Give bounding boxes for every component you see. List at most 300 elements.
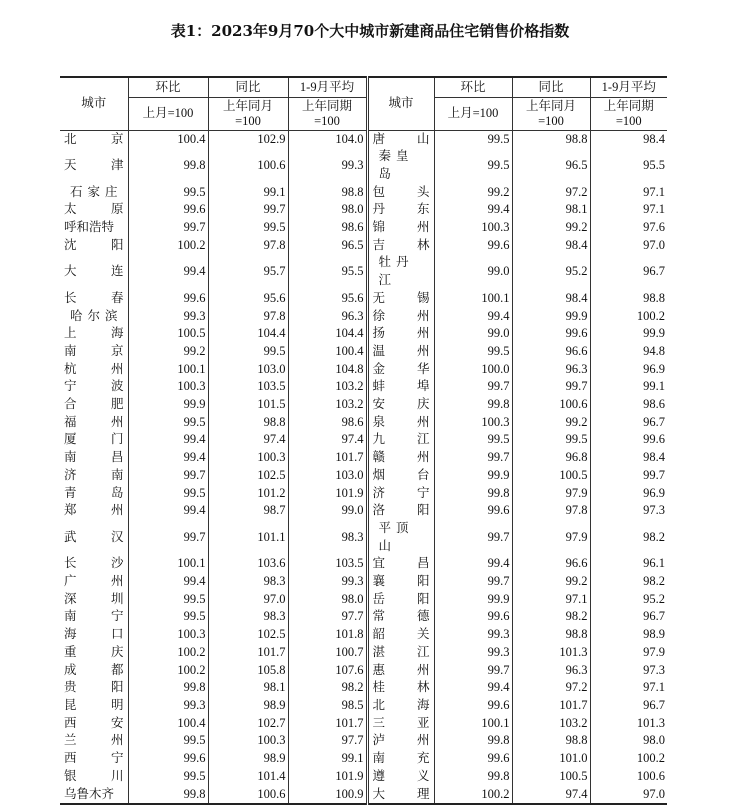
city-name-cell: [60, 591, 128, 609]
table-row: [60, 308, 667, 326]
city-name-char: 无: [372, 290, 386, 305]
header-mom-right: 环比: [434, 77, 512, 97]
header-yoy-base-left: [208, 97, 288, 130]
avg-index-cell: 96.7: [590, 414, 667, 432]
avg-index-cell: 99.1: [288, 750, 367, 768]
city-name-char: 南: [64, 343, 77, 358]
avg-index-cell: 100.4: [288, 343, 367, 361]
city-name: 秦皇岛: [378, 149, 414, 181]
yoy-index-cell: 99.7: [512, 378, 590, 396]
city-name-char: 海: [110, 326, 124, 341]
city-name: [64, 131, 124, 149]
mom-index-cell: 100.2: [434, 786, 512, 805]
city-name-cell: [367, 378, 434, 396]
city-name-cell: [367, 715, 434, 733]
city-name-char: 金: [372, 361, 386, 376]
city-name-char: 襄: [372, 574, 386, 589]
city-name-cell: [367, 555, 434, 573]
avg-index-cell: 96.7: [590, 697, 667, 715]
mom-index-cell: 99.6: [128, 201, 208, 219]
city-name-char: 广: [64, 574, 77, 589]
city-name-cell: [60, 750, 128, 768]
city-name-cell: [60, 502, 128, 520]
yoy-index-cell: 98.4: [512, 290, 590, 308]
yoy-index-cell: 101.1: [208, 520, 288, 555]
avg-index-cell: 100.7: [288, 644, 367, 662]
yoy-index-cell: 103.5: [208, 378, 288, 396]
city-name-cell: [60, 697, 128, 715]
city-name-char: 桂: [372, 680, 386, 695]
table-row: [60, 502, 667, 520]
yoy-index-cell: 105.8: [208, 662, 288, 680]
yoy-index-cell: 98.1: [208, 679, 288, 697]
city-name-cell: [367, 361, 434, 379]
yoy-index-cell: 102.9: [208, 130, 288, 148]
city-name-char: 门: [110, 432, 124, 447]
avg-index-cell: 98.4: [590, 130, 667, 148]
city-name-char: 杭: [64, 361, 77, 376]
city-name: [373, 361, 430, 379]
city-name: [64, 529, 124, 547]
city-name: [373, 343, 430, 361]
city-name: [373, 219, 430, 237]
city-name-cell: [367, 467, 434, 485]
yoy-index-cell: 99.1: [208, 184, 288, 202]
city-name-char: 华: [416, 361, 430, 376]
mom-index-cell: 99.5: [128, 485, 208, 503]
city-name: [64, 715, 124, 733]
mom-index-cell: 99.5: [128, 414, 208, 432]
avg-index-cell: 99.3: [288, 148, 367, 183]
city-name-char: 济: [372, 485, 386, 500]
yoy-index-cell: 103.6: [208, 555, 288, 573]
mom-index-cell: 100.2: [128, 662, 208, 680]
city-name-char: 汉: [110, 529, 124, 544]
mom-index-cell: 99.5: [128, 768, 208, 786]
city-name-char: 大: [372, 786, 386, 801]
city-name-cell: [60, 520, 128, 555]
avg-index-cell: 95.5: [590, 148, 667, 183]
city-name-cell: [367, 449, 434, 467]
city-name: [373, 449, 430, 467]
city-name-cell: [367, 237, 434, 255]
city-name-cell: [367, 308, 434, 326]
table-title: 表1：2023年9月70个大中城市新建商品住宅销售价格指数: [170, 22, 570, 40]
city-name-cell: [367, 608, 434, 626]
avg-index-cell: 96.5: [288, 237, 367, 255]
yoy-index-cell: 99.5: [208, 219, 288, 237]
city-name-char: 口: [110, 627, 124, 642]
yoy-index-cell: 98.8: [512, 626, 590, 644]
city-name-cell: [60, 396, 128, 414]
city-name-char: 蚌: [372, 379, 386, 394]
header-yoy-base-right: [512, 97, 590, 130]
city-name-char: 湛: [372, 644, 386, 659]
yoy-index-cell: 99.2: [512, 414, 590, 432]
city-name-char: 州: [416, 343, 430, 358]
city-name-char: 岛: [110, 485, 124, 500]
city-name: [373, 485, 430, 503]
mom-index-cell: 99.7: [434, 378, 512, 396]
header-city-right: 城市: [367, 77, 434, 130]
city-name-char: 西: [64, 751, 77, 766]
city-name-char: 太: [64, 202, 77, 217]
yoy-index-cell: 97.8: [512, 502, 590, 520]
avg-index-cell: 99.3: [288, 573, 367, 591]
avg-index-cell: 98.4: [590, 449, 667, 467]
header-mom-base-left: 上月=100: [128, 97, 208, 130]
city-name: [64, 591, 124, 609]
yoy-index-cell: 97.8: [208, 308, 288, 326]
city-name-cell: [60, 485, 128, 503]
city-name-char: 沈: [64, 237, 77, 252]
mom-index-cell: 99.6: [128, 290, 208, 308]
city-name-char: 义: [416, 768, 430, 783]
city-name-char: 南: [64, 609, 77, 624]
yoy-index-cell: 95.2: [512, 254, 590, 289]
city-name-char: 州: [416, 662, 430, 677]
city-name-char: 州: [416, 220, 430, 235]
avg-index-cell: 98.0: [590, 732, 667, 750]
city-name: [64, 290, 124, 308]
mom-index-cell: 99.4: [128, 431, 208, 449]
city-name-cell: [367, 254, 434, 289]
yoy-index-cell: 98.8: [208, 414, 288, 432]
city-name-char: 宁: [110, 609, 124, 624]
avg-index-cell: 97.0: [590, 237, 667, 255]
city-name-cell: [60, 325, 128, 343]
avg-index-cell: 98.6: [288, 414, 367, 432]
city-name: [64, 237, 124, 255]
mom-index-cell: 99.5: [128, 732, 208, 750]
city-name: [373, 502, 430, 520]
city-name-cell: [60, 679, 128, 697]
avg-index-cell: 99.1: [590, 378, 667, 396]
mom-index-cell: 99.8: [434, 768, 512, 786]
city-name-char: 津: [110, 158, 124, 173]
mom-index-cell: 99.6: [434, 502, 512, 520]
city-name-char: 包: [372, 184, 386, 199]
avg-index-cell: 96.9: [590, 485, 667, 503]
yoy-index-cell: 96.3: [512, 662, 590, 680]
avg-index-cell: 98.9: [590, 626, 667, 644]
city-name-char: 充: [416, 751, 430, 766]
city-name-cell: [60, 254, 128, 289]
city-name-cell: [367, 626, 434, 644]
city-name-cell: [367, 697, 434, 715]
city-name-cell: [367, 130, 434, 148]
table-row: [60, 290, 667, 308]
yoy-index-cell: 103.2: [512, 715, 590, 733]
city-name: [373, 732, 430, 750]
avg-index-cell: 98.8: [288, 184, 367, 202]
city-name-char: 连: [110, 264, 124, 279]
city-name-char: 贵: [64, 680, 77, 695]
mom-index-cell: 99.3: [128, 308, 208, 326]
city-name-char: 银: [64, 768, 77, 783]
mom-index-cell: 99.4: [434, 679, 512, 697]
mom-index-cell: 99.8: [128, 786, 208, 805]
yoy-index-cell: 101.0: [512, 750, 590, 768]
mom-index-cell: 99.3: [434, 644, 512, 662]
mom-index-cell: 100.2: [128, 237, 208, 255]
city-name: [373, 662, 430, 680]
city-name-char: 宁: [64, 379, 77, 394]
table-row: [60, 591, 667, 609]
yoy-index-cell: 99.2: [512, 573, 590, 591]
avg-index-cell: 98.2: [288, 679, 367, 697]
city-name-char: 郑: [64, 503, 77, 518]
city-name-char: 头: [416, 184, 430, 199]
yoy-index-cell: 101.7: [512, 697, 590, 715]
table-row: [60, 555, 667, 573]
city-name-char: 林: [416, 680, 430, 695]
avg-index-cell: 97.6: [590, 219, 667, 237]
city-name-char: 洛: [372, 503, 386, 518]
city-name-cell: [367, 679, 434, 697]
city-name-char: 圳: [110, 591, 124, 606]
mom-index-cell: 99.2: [128, 343, 208, 361]
mom-index-cell: 99.9: [434, 467, 512, 485]
table-row: [60, 130, 667, 148]
city-name-char: 海: [64, 627, 77, 642]
yoy-index-cell: 95.7: [208, 254, 288, 289]
city-name-char: 唐: [372, 131, 386, 146]
city-name: [64, 378, 124, 396]
mom-index-cell: 100.1: [128, 555, 208, 573]
city-name-cell: [60, 308, 128, 326]
yoy-index-cell: 97.4: [512, 786, 590, 805]
city-name: [64, 644, 124, 662]
city-name: 牡丹江: [378, 255, 414, 288]
city-name-char: 大: [64, 264, 77, 279]
table-body: [60, 130, 667, 804]
city-name-char: 锡: [416, 290, 430, 305]
city-name: [373, 573, 430, 591]
header-avg-right: 1-9月平均: [590, 77, 667, 97]
avg-index-cell: 98.0: [288, 201, 367, 219]
table-row: [60, 644, 667, 662]
yoy-index-cell: 96.6: [512, 343, 590, 361]
city-name-char: 昌: [416, 556, 430, 571]
yoy-base-text: 上年同月=100: [222, 98, 273, 128]
yoy-index-cell: 100.3: [208, 449, 288, 467]
city-name: [64, 157, 124, 175]
city-name-char: 扬: [372, 326, 386, 341]
mom-index-cell: 99.5: [434, 130, 512, 148]
city-name-char: 宁: [416, 485, 430, 500]
header-mom-left: 环比: [128, 77, 208, 97]
city-name-cell: [60, 626, 128, 644]
avg-index-cell: 95.6: [288, 290, 367, 308]
avg-index-cell: 96.7: [590, 254, 667, 289]
city-name: [64, 263, 124, 281]
city-name-cell: [60, 343, 128, 361]
city-name-cell: [60, 768, 128, 786]
city-name: [373, 184, 430, 202]
mom-index-cell: 100.3: [128, 626, 208, 644]
city-name-char: 长: [64, 556, 77, 571]
city-name-cell: [60, 608, 128, 626]
city-name-char: 海: [416, 698, 430, 712]
city-name-cell: [367, 184, 434, 202]
mom-index-cell: 99.3: [434, 626, 512, 644]
table-row: [60, 378, 667, 396]
city-name-char: 川: [110, 768, 124, 783]
avg-index-cell: 103.2: [288, 396, 367, 414]
city-name-char: 阳: [110, 680, 124, 695]
avg-index-cell: 101.7: [288, 715, 367, 733]
city-name-cell: [60, 378, 128, 396]
mom-index-cell: 100.3: [434, 414, 512, 432]
city-name-cell: [367, 768, 434, 786]
yoy-index-cell: 98.4: [512, 237, 590, 255]
yoy-index-cell: 98.3: [208, 573, 288, 591]
yoy-index-cell: 102.5: [208, 467, 288, 485]
mom-index-cell: 99.9: [434, 591, 512, 609]
city-name-char: 安: [110, 715, 124, 730]
mom-index-cell: 99.6: [434, 237, 512, 255]
city-name-cell: [367, 573, 434, 591]
avg-index-cell: 97.0: [590, 786, 667, 805]
city-name: [64, 485, 124, 503]
city-name-cell: [60, 715, 128, 733]
header-yoy-left: 同比: [208, 77, 288, 97]
avg-index-cell: 100.6: [590, 768, 667, 786]
mom-index-cell: 99.8: [434, 396, 512, 414]
yoy-index-cell: 98.7: [208, 502, 288, 520]
avg-index-cell: 97.1: [590, 679, 667, 697]
city-name-char: 原: [110, 202, 124, 217]
mom-index-cell: 99.5: [434, 343, 512, 361]
mom-index-cell: 99.7: [128, 467, 208, 485]
avg-index-cell: 99.6: [590, 431, 667, 449]
yoy-index-cell: 96.8: [512, 449, 590, 467]
city-name-char: 韶: [372, 627, 386, 642]
city-name: [64, 414, 124, 432]
city-name-cell: [367, 343, 434, 361]
avg-index-cell: 98.5: [288, 697, 367, 715]
city-name: [64, 325, 124, 343]
city-name-char: 泸: [372, 733, 386, 748]
city-name: [373, 467, 430, 485]
mom-index-cell: 99.8: [434, 732, 512, 750]
city-name-char: 岳: [372, 591, 386, 606]
avg-index-cell: 99.7: [590, 467, 667, 485]
table-row: [60, 608, 667, 626]
city-name: [373, 697, 430, 715]
city-name-char: 江: [416, 644, 430, 659]
avg-index-cell: 97.7: [288, 732, 367, 750]
city-name-char: 西: [64, 715, 77, 730]
yoy-index-cell: 100.5: [512, 467, 590, 485]
city-name-char: 埠: [416, 379, 430, 394]
city-name-char: 福: [64, 414, 77, 429]
table-row: [60, 679, 667, 697]
city-name-char: 昆: [64, 698, 77, 712]
city-name-char: 州: [416, 308, 430, 323]
yoy-index-cell: 100.6: [208, 786, 288, 805]
city-name-char: 九: [372, 432, 386, 447]
table-row: [60, 485, 667, 503]
mom-index-cell: 100.2: [128, 644, 208, 662]
city-name-char: 春: [110, 290, 124, 305]
avg-index-cell: 98.2: [590, 520, 667, 555]
city-name-char: 州: [110, 503, 124, 518]
city-name: 平顶山: [378, 520, 414, 553]
city-name-char: 济: [64, 467, 77, 482]
city-name-cell: [60, 184, 128, 202]
city-name-char: 南: [372, 751, 386, 766]
city-name: [373, 715, 430, 733]
city-name-char: 徐: [372, 308, 386, 323]
header-mom-base-right: 上月=100: [434, 97, 512, 130]
avg-index-cell: 98.0: [288, 591, 367, 609]
avg-index-cell: 96.3: [288, 308, 367, 326]
avg-index-cell: 98.8: [590, 290, 667, 308]
city-name-char: 州: [416, 414, 430, 429]
city-name-cell: [367, 325, 434, 343]
avg-index-cell: 97.9: [590, 644, 667, 662]
city-name: [373, 325, 430, 343]
avg-index-cell: 98.6: [288, 219, 367, 237]
yoy-index-cell: 101.4: [208, 768, 288, 786]
yoy-index-cell: 100.3: [208, 732, 288, 750]
mom-index-cell: 99.6: [128, 750, 208, 768]
city-name: 哈尔滨: [70, 308, 123, 323]
city-name: [64, 502, 124, 520]
city-name-cell: [367, 219, 434, 237]
city-name-char: 三: [372, 715, 386, 730]
mom-index-cell: 99.5: [128, 591, 208, 609]
city-name-char: 庆: [416, 397, 430, 412]
yoy-index-cell: 102.5: [208, 626, 288, 644]
avg-index-cell: 101.8: [288, 626, 367, 644]
yoy-index-cell: 97.9: [512, 520, 590, 555]
mom-index-cell: 99.4: [434, 201, 512, 219]
city-name: [64, 343, 124, 361]
city-name-char: 阳: [110, 237, 124, 252]
city-name-char: 理: [416, 786, 430, 801]
avg-index-cell: 104.0: [288, 130, 367, 148]
city-name-char: 武: [64, 529, 77, 544]
city-name-cell: [367, 148, 434, 183]
city-name-char: 南: [110, 467, 124, 482]
avg-index-cell: 96.7: [590, 608, 667, 626]
avg-index-cell: 98.6: [590, 396, 667, 414]
mom-index-cell: 99.6: [434, 608, 512, 626]
city-name: [373, 786, 430, 804]
avg-index-cell: 97.3: [590, 662, 667, 680]
city-name-cell: [60, 414, 128, 432]
table-row: [60, 237, 667, 255]
city-name-char: 德: [416, 609, 430, 624]
city-name-cell: [60, 130, 128, 148]
yoy-index-cell: 98.9: [208, 750, 288, 768]
header-yoy-right: 同比: [512, 77, 590, 97]
city-name-cell: [367, 485, 434, 503]
avg-index-cell: 103.5: [288, 555, 367, 573]
header-avg-left: 1-9月平均: [288, 77, 367, 97]
city-name-cell: [367, 201, 434, 219]
city-name-char: 北: [64, 131, 77, 146]
table-row: [60, 732, 667, 750]
city-name: [373, 131, 430, 149]
avg-index-cell: 96.1: [590, 555, 667, 573]
avg-index-cell: 101.9: [288, 485, 367, 503]
city-name-char: 州: [416, 450, 430, 465]
city-name: [64, 431, 124, 449]
